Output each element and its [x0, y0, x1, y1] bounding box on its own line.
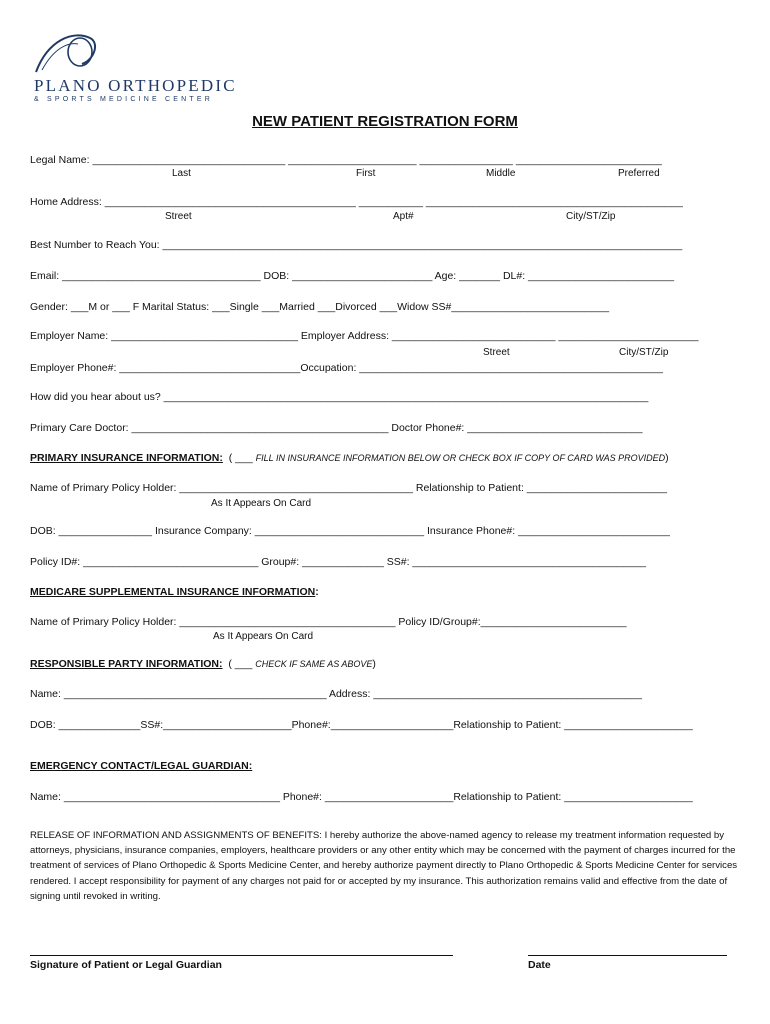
primary-insurance-note: FILL IN INSURANCE INFORMATION BELOW OR CHECK BOX IF COPY OF CARD WAS PROVIDED [255, 453, 666, 463]
form-title: NEW PATIENT REGISTRATION FORM [252, 113, 518, 130]
label-employer-street: Street [483, 347, 510, 358]
label-city-st-zip: City/ST/Zip [566, 211, 616, 222]
logo-text: PLANO ORTHOPEDIC [34, 76, 237, 95]
medicare-title: MEDICARE SUPPLEMENTAL INSURANCE INFORMATION [30, 586, 316, 598]
label-as-it-appears-2: As It Appears On Card [213, 631, 314, 642]
label-preferred: Preferred [618, 168, 660, 179]
date-line[interactable] [528, 955, 727, 956]
label-first: First [356, 168, 376, 179]
logo-subtitle: & SPORTS MEDICINE CENTER [34, 96, 213, 103]
signature-label: Signature of Patient or Legal Guardian [30, 959, 222, 971]
colon: : [315, 586, 319, 598]
label-street: Street [165, 211, 192, 222]
gender-marital-field[interactable]: Gender: ___M or ___ F Marital Status: ___Single ___Married ___Divorced ___Widow SS#___________________________ [30, 301, 610, 313]
medicare-heading [30, 586, 319, 598]
responsible-note: CHECK IF SAME AS ABOVE [255, 659, 373, 669]
heard-about-field[interactable]: How did you hear about us? ___________________________________________________________________________________ [30, 391, 649, 403]
email-dob-field[interactable]: Email: __________________________________ DOB: ________________________ Age: _______ DL#: _________________________ [30, 270, 675, 282]
logo-swoosh-icon [28, 30, 108, 80]
label-last: Last [172, 168, 191, 179]
responsible-dob-field[interactable]: DOB: ______________SS#:______________________Phone#:_____________________Relationship to Patient: ______________________ [30, 719, 693, 731]
emergency-contact-field[interactable]: Name: _____________________________________ Phone#: ______________________Relationship to Patient: ______________________ [30, 791, 693, 803]
responsible-party-heading [30, 658, 376, 670]
responsible-checkbox[interactable]: ( ___ [225, 658, 256, 670]
responsible-name-field[interactable]: Name: _____________________________________________ Address: ______________________________________________ [30, 688, 642, 700]
responsible-party-title: RESPONSIBLE PARTY INFORMATION: [30, 658, 223, 670]
primary-insurance-title: PRIMARY INSURANCE INFORMATION: [30, 452, 223, 464]
signature-line[interactable] [30, 955, 453, 956]
employer-name-field[interactable]: Employer Name: ________________________________ Employer Address: ____________________________ ________________________ [30, 330, 699, 342]
paren-close: ) [665, 452, 669, 464]
employer-phone-field[interactable]: Employer Phone#: _______________________________Occupation: ____________________________________________________ [30, 362, 663, 374]
label-apt: Apt# [393, 211, 414, 222]
label-middle: Middle [486, 168, 516, 179]
primary-doctor-field[interactable]: Primary Care Doctor: ____________________________________________ Doctor Phone#: ______________________________ [30, 422, 643, 434]
best-number-field[interactable]: Best Number to Reach You: _________________________________________________________________________________________ [30, 239, 683, 251]
policy-id-field[interactable]: Policy ID#: ______________________________ Group#: ______________ SS#: ________________________________________ [30, 556, 646, 568]
emergency-heading: EMERGENCY CONTACT/LEGAL GUARDIAN: [30, 760, 253, 772]
label-as-it-appears: As It Appears On Card [211, 498, 312, 509]
home-address-field[interactable]: Home Address: ___________________________________________ ___________ ____________________________________________ [30, 196, 683, 208]
medicare-holder-field[interactable]: Name of Primary Policy Holder: _____________________________________ Policy ID/Group#:_________________________ [30, 616, 627, 628]
date-label: Date [528, 959, 551, 971]
primary-insurance-heading [30, 452, 669, 464]
label-employer-city: City/ST/Zip [619, 347, 669, 358]
paren-close: ) [372, 658, 376, 670]
policy-holder-field[interactable]: Name of Primary Policy Holder: ________________________________________ Relationship to Patient: ________________________ [30, 482, 667, 494]
primary-insurance-checkbox[interactable]: ( ___ [225, 452, 256, 464]
release-paragraph: RELEASE OF INFORMATION AND ASSIGNMENTS OF BENEFITS: I hereby authorize the above-named agency to release my treatment information requested by attorneys, physicians, insurance companies, employers, healthcare providers or any other entity which may be concerned with the payment of charges incurred for the treatment of services of Plano Orthopedic & Sports Medicine Center, and hereby authorize payment directly to Plano Orthopedic & Sports Medicine Center for services rendered. I accept responsibility for payment of any charges not paid for or accepted by my insurance. This authorization remains valid and effective from the date of signing until revoked in writing. [30, 830, 738, 902]
insurance-company-field[interactable]: DOB: ________________ Insurance Company: _____________________________ Insurance Phone#: __________________________ [30, 525, 670, 537]
legal-name-field[interactable]: Legal Name: _________________________________ ______________________ ________________ _________________________ [30, 154, 662, 166]
